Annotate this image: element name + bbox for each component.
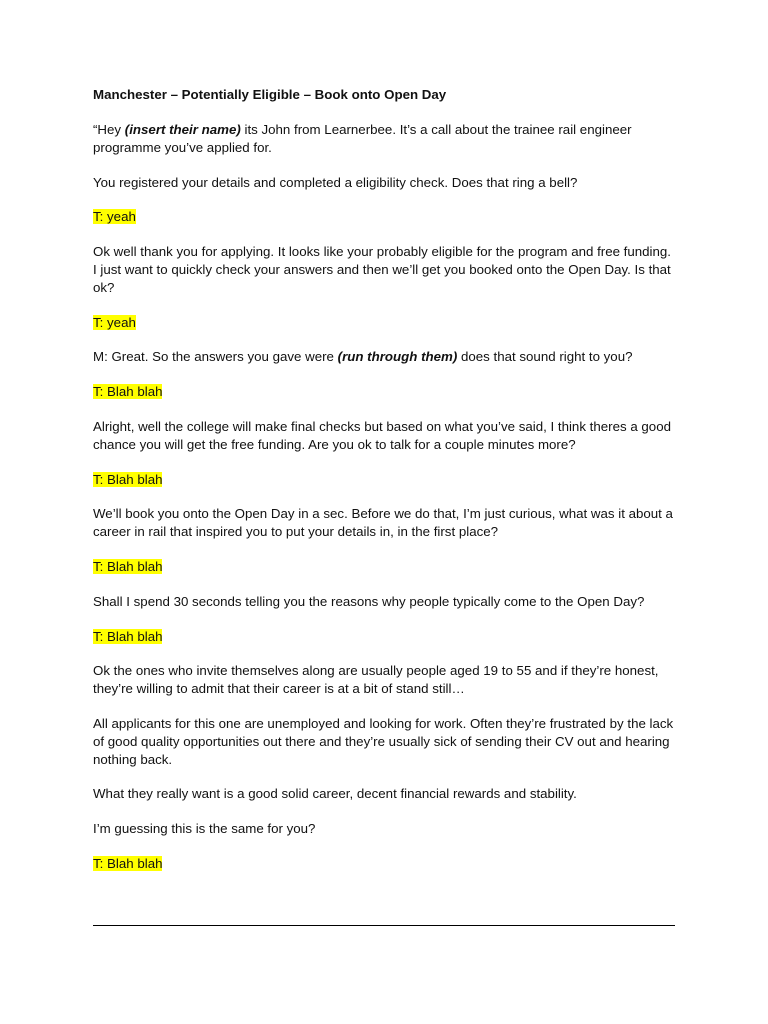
- highlighted-reply: T: Blah blah: [93, 384, 163, 400]
- script-paragraph-age: Ok the ones who invite themselves along are usually people aged 19 to 55 and if they’re honest, they’re willing to admit that their career is at a bit of stand still…: [93, 663, 659, 697]
- highlighted-reply: T: Blah blah: [93, 471, 163, 487]
- reply-line: [93, 855, 675, 873]
- highlighted-reply: T: Blah blah: [93, 628, 163, 644]
- script-paragraph-reasons: Shall I spend 30 seconds telling you the reasons why people typically come to the Open Day?: [93, 593, 645, 609]
- script-paragraph-wants: What they really want is a good solid career, decent financial rewards and stability.: [93, 786, 577, 802]
- instruction-insert-name: (insert their name): [124, 122, 241, 137]
- reply-line: [93, 471, 675, 489]
- script-paragraph-registered: You registered your details and completed a eligibility check. Does that ring a bell?: [93, 174, 578, 190]
- highlighted-reply: T: Blah blah: [93, 855, 163, 871]
- script-paragraph-thanks: Ok well thank you for applying. It looks like your probably eligible for the program and free funding. I just want to quickly check your answers and then we’ll get you booked onto the Open Day. Is that ok?: [93, 244, 671, 295]
- script-paragraph-applicants: All applicants for this one are unemployed and looking for work. Often they’re frustrated by the lack of good quality opportunities out there and they’re usually sick of sending their CV out and hearing nothing back.: [93, 715, 674, 767]
- script-paragraph-intro: [93, 121, 675, 157]
- document-body: [93, 86, 675, 890]
- script-paragraph-curious: We’ll book you onto the Open Day in a sec. Before we do that, I’m just curious, what was it about a career in rail that inspired you to put your details in, in the first place?: [93, 506, 673, 540]
- reply-line: [93, 558, 675, 576]
- highlighted-reply: T: Blah blah: [93, 558, 163, 574]
- highlighted-reply: T: yeah: [93, 314, 136, 330]
- reply-line: [93, 314, 675, 332]
- intro-text-start: “Hey: [93, 122, 125, 137]
- reply-line: [93, 628, 675, 646]
- answers-text-end: does that sound right to you?: [457, 349, 633, 365]
- highlighted-reply: T: yeah: [93, 209, 136, 225]
- reply-line: [93, 383, 675, 401]
- instruction-run-through: (run through them): [337, 349, 458, 365]
- document-title: Manchester – Potentially Eligible – Book onto Open Day: [93, 87, 447, 102]
- horizontal-rule: [93, 925, 675, 926]
- reply-line: [93, 208, 675, 226]
- script-paragraph-answers: [93, 348, 675, 366]
- answers-text-start: M: Great. So the answers you gave were: [93, 349, 338, 365]
- script-paragraph-guessing: I’m guessing this is the same for you?: [93, 821, 316, 837]
- script-paragraph-funding: Alright, well the college will make final checks but based on what you’ve said, I think theres a good chance you will get the free funding. Are you ok to talk for a couple minutes more?: [93, 418, 671, 452]
- intro-text-end: its John from Learnerbee. It’s a call about the trainee rail engineer programme you’ve applied for.: [93, 122, 632, 155]
